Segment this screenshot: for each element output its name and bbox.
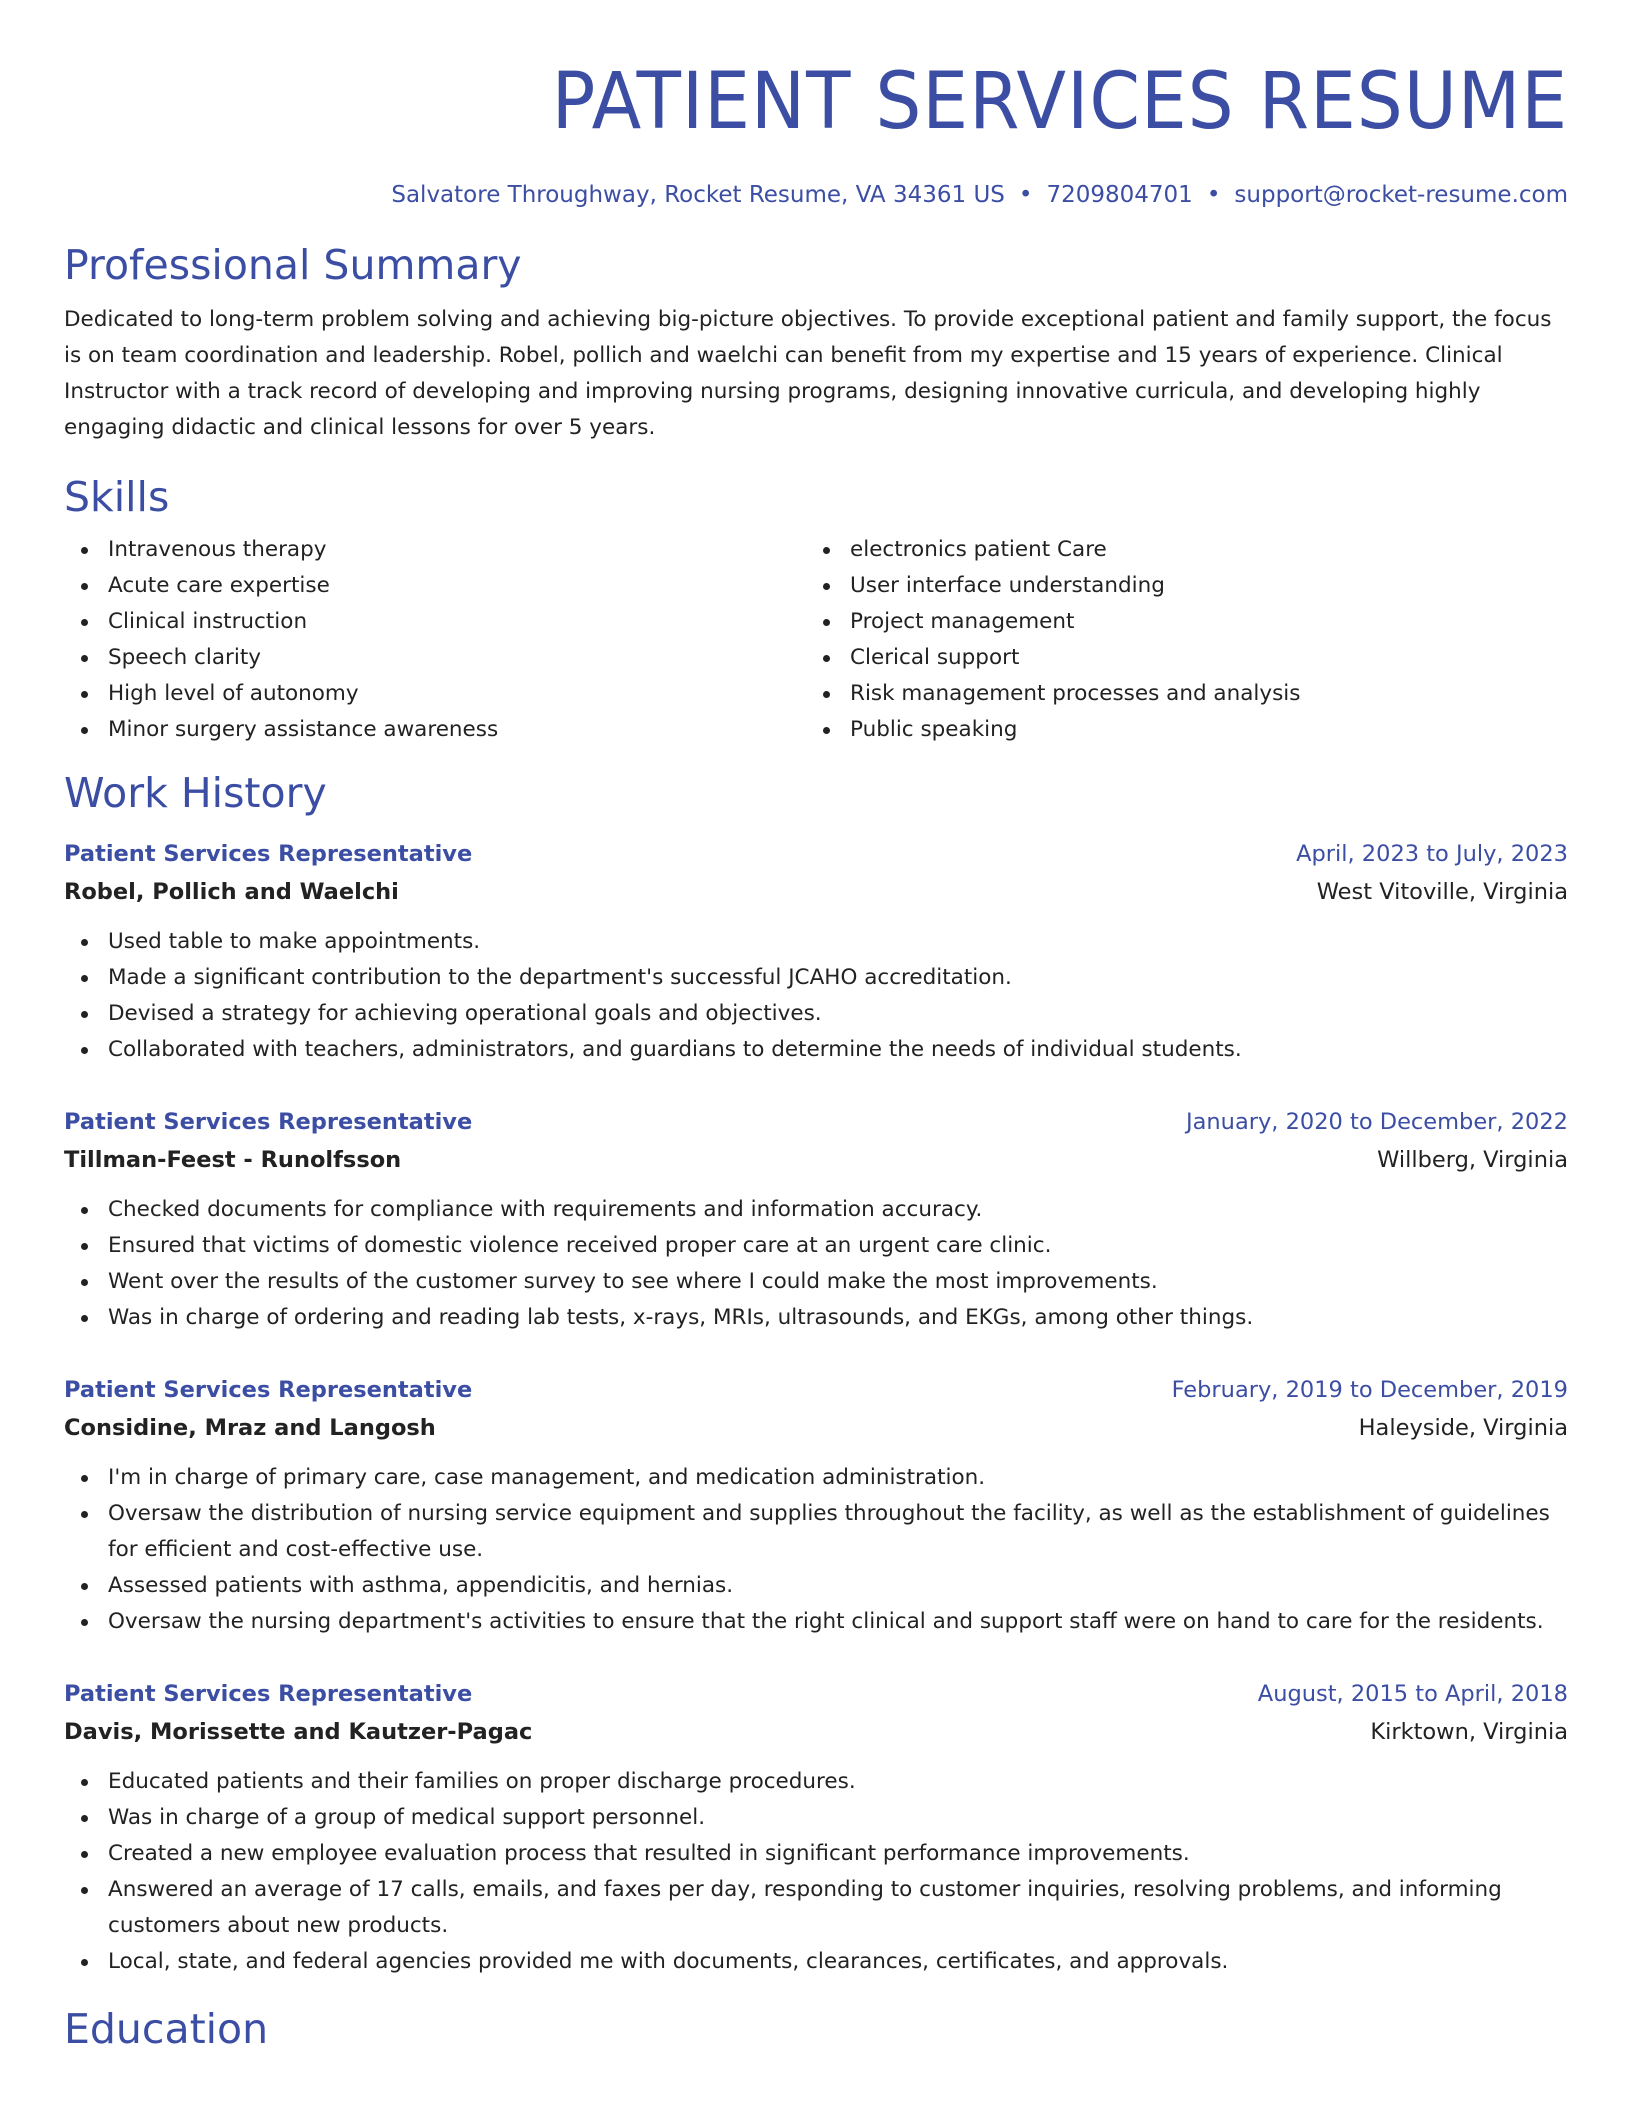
- job-bullet: Educated patients and their families on proper discharge procedures.: [64, 1764, 1568, 1800]
- skill-item: Speech clarity: [64, 640, 806, 676]
- skill-item: Public speaking: [806, 712, 1548, 748]
- skill-item: Project management: [806, 604, 1548, 640]
- job-bullet-list: [64, 924, 1568, 1068]
- contact-phone: 7209804701: [1046, 182, 1193, 208]
- contact-line: [64, 180, 1568, 210]
- job-bullet-list: [64, 1764, 1568, 1980]
- job-title: Patient Services Representative: [64, 1377, 473, 1403]
- job-bullet: Created a new employee evaluation process that resulted in significant performance improvements.: [64, 1836, 1568, 1872]
- job-title-row: [64, 836, 1568, 872]
- job-bullet: Local, state, and federal agencies provided me with documents, clearances, certificates, and approvals.: [64, 1944, 1568, 1980]
- job-bullet: Answered an average of 17 calls, emails, and faxes per day, responding to customer inquiries, resolving problems, and informing customers about new products.: [64, 1872, 1568, 1944]
- job-bullet: Was in charge of ordering and reading lab tests, x-rays, MRIs, ultrasounds, and EKGs, among other things.: [64, 1300, 1568, 1336]
- skill-item: Clerical support: [806, 640, 1548, 676]
- job-bullet: Oversaw the nursing department's activities to ensure that the right clinical and support staff were on hand to care for the residents.: [64, 1604, 1568, 1640]
- job-title-row: [64, 1104, 1568, 1140]
- job-bullet-list: [64, 1192, 1568, 1336]
- skill-item: Intravenous therapy: [64, 532, 806, 568]
- skill-item: Minor surgery assistance awareness: [64, 712, 806, 748]
- skills-list-left: [64, 532, 806, 748]
- job-bullet: Oversaw the distribution of nursing service equipment and supplies throughout the facility, as well as the establishment of guidelines for efficient and cost-effective use.: [64, 1496, 1568, 1568]
- job-bullet: Went over the results of the customer survey to see where I could make the most improvements.: [64, 1264, 1568, 1300]
- job-bullet-list: [64, 1460, 1568, 1640]
- job-location: Willberg, Virginia: [1377, 1147, 1568, 1173]
- skill-item: Acute care expertise: [64, 568, 806, 604]
- job-dates: February, 2019 to December, 2019: [1171, 1377, 1568, 1403]
- job-company: Robel, Pollich and Waelchi: [64, 879, 399, 905]
- contact-separator: •: [1018, 182, 1033, 208]
- job-dates: August, 2015 to April, 2018: [1257, 1681, 1568, 1707]
- job-title: Patient Services Representative: [64, 1109, 473, 1135]
- job-bullet: Ensured that victims of domestic violence received proper care at an urgent care clinic.: [64, 1228, 1568, 1264]
- skills-list-right: [806, 532, 1548, 748]
- skill-item: Clinical instruction: [64, 604, 806, 640]
- job-bullet: Devised a strategy for achieving operational goals and objectives.: [64, 996, 1568, 1032]
- resume-page: [64, 0, 1568, 2054]
- work-history-heading: Work History: [64, 769, 327, 817]
- contact-address: Salvatore Throughway, Rocket Resume, VA 34361 US: [391, 182, 1005, 208]
- resume-title: PATIENT SERVICES RESUME: [551, 57, 1568, 147]
- job-company-row: [64, 1408, 1568, 1448]
- contact-email: support@rocket-resume.com: [1234, 182, 1568, 208]
- job-bullet: Assessed patients with asthma, appendicitis, and hernias.: [64, 1568, 1568, 1604]
- job-company: Tillman-Feest - Runolfsson: [64, 1147, 402, 1173]
- job-bullet: Made a significant contribution to the department's successful JCAHO accreditation.: [64, 960, 1568, 996]
- job-bullet: Was in charge of a group of medical support personnel.: [64, 1800, 1568, 1836]
- skills-grid: [64, 532, 1568, 748]
- job-company-row: [64, 872, 1568, 912]
- job-bullet: Used table to make appointments.: [64, 924, 1568, 960]
- job-entry: [64, 1104, 1568, 1336]
- job-location: West Vitoville, Virginia: [1316, 879, 1568, 905]
- job-location: Kirktown, Virginia: [1370, 1719, 1568, 1745]
- job-dates: January, 2020 to December, 2022: [1186, 1109, 1568, 1135]
- skill-item: Risk management processes and analysis: [806, 676, 1548, 712]
- job-company: Considine, Mraz and Langosh: [64, 1415, 436, 1441]
- job-title-row: [64, 1676, 1568, 1712]
- skill-item: electronics patient Care: [806, 532, 1548, 568]
- education-heading: Education: [64, 2005, 269, 2053]
- job-title: Patient Services Representative: [64, 841, 473, 867]
- job-title-row: [64, 1372, 1568, 1408]
- skill-item: User interface understanding: [806, 568, 1548, 604]
- job-company-row: [64, 1140, 1568, 1180]
- contact-separator: •: [1206, 182, 1221, 208]
- job-dates: April, 2023 to July, 2023: [1296, 841, 1568, 867]
- job-bullet: I'm in charge of primary care, case management, and medication administration.: [64, 1460, 1568, 1496]
- summary-heading: Professional Summary: [64, 241, 522, 289]
- job-location: Haleyside, Virginia: [1358, 1415, 1568, 1441]
- skills-heading: Skills: [64, 473, 170, 521]
- job-company: Davis, Morissette and Kautzer-Pagac: [64, 1719, 533, 1745]
- job-bullet: Checked documents for compliance with requirements and information accuracy.: [64, 1192, 1568, 1228]
- job-entry: [64, 1372, 1568, 1640]
- job-bullet: Collaborated with teachers, administrators, and guardians to determine the needs of individual students.: [64, 1032, 1568, 1068]
- job-company-row: [64, 1712, 1568, 1752]
- summary-text: Dedicated to long-term problem solving and achieving big-picture objectives. To provide exceptional patient and family support, the focus is on team coordination and leadership. Robel, pollich and waelchi can benefit from my expertise and 15 years of experience. Clinical Instructor with a track record of developing and improving nursing programs, designing innovative curricula, and developing highly engaging didactic and clinical lessons for over 5 years.: [64, 307, 1552, 440]
- job-entry: [64, 1676, 1568, 1980]
- job-entry: [64, 836, 1568, 1068]
- skill-item: High level of autonomy: [64, 676, 806, 712]
- job-title: Patient Services Representative: [64, 1681, 473, 1707]
